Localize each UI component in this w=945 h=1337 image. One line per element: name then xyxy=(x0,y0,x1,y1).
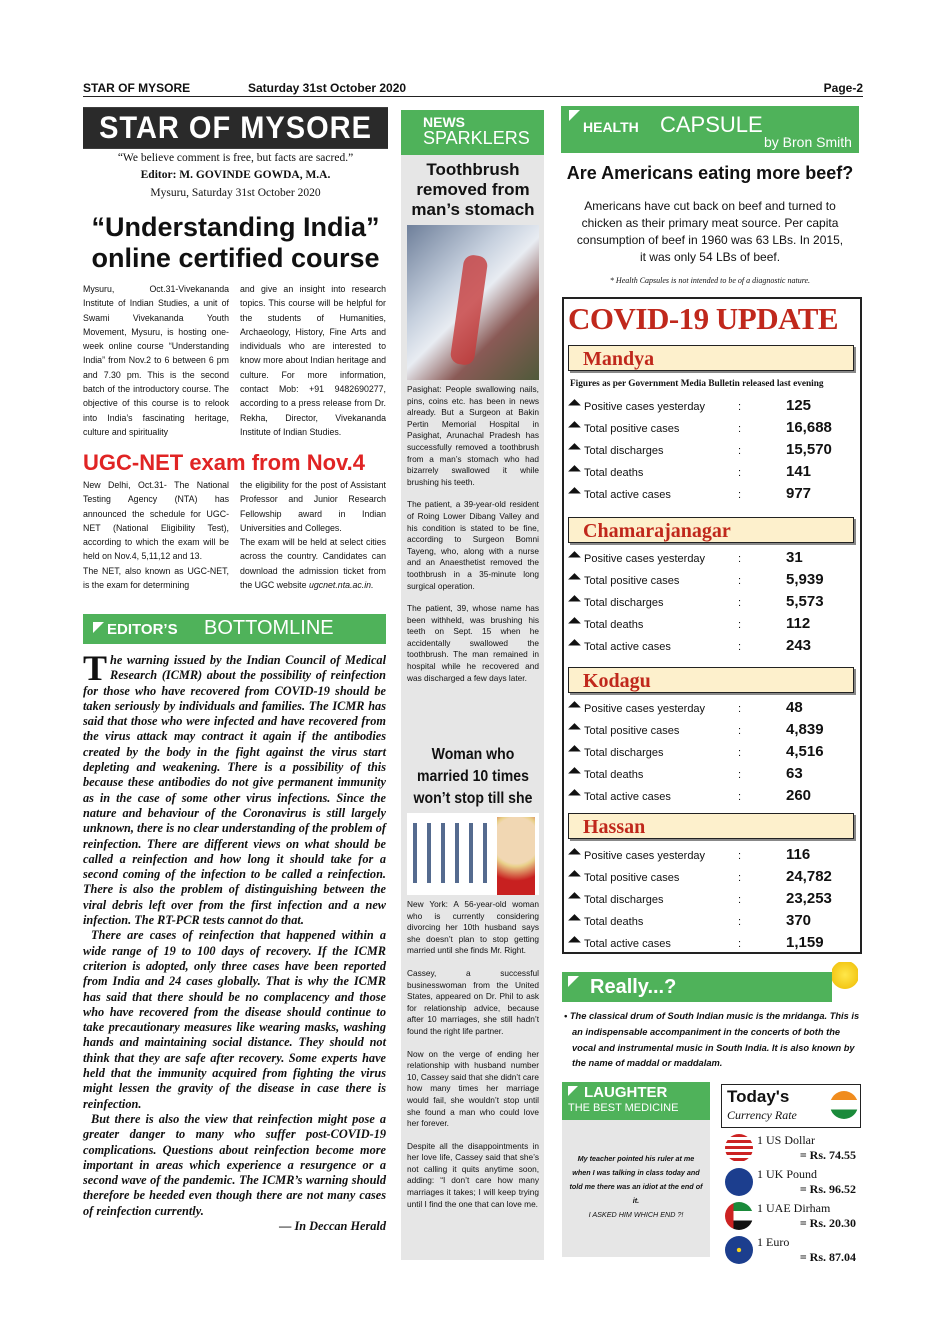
lightbulb-icon xyxy=(832,962,858,994)
health-byline: by Bron Smith xyxy=(764,134,852,150)
couples-illustration xyxy=(413,823,493,883)
editor-credit: Editor: M. GOVINDE GOWDA, M.A. xyxy=(140,168,331,181)
stat-label: Total discharges xyxy=(584,445,664,457)
district-name: Hassan xyxy=(583,816,646,838)
bullet-triangle-icon xyxy=(568,421,581,434)
stat-value: 243 xyxy=(786,637,812,654)
bullet-triangle-icon xyxy=(568,745,581,758)
news1-p3: The patient, 39, whose name has been withheld, was brushing his teeth on Sept. 15 when he accidentally swallowed the toothbrush. The man remained in hospital while he recovered and was discharged a few days later. xyxy=(407,603,539,683)
stat-colon: : xyxy=(738,791,742,803)
stat-label: Total discharges xyxy=(584,747,664,759)
really-title: Really...? xyxy=(590,976,677,998)
stat-value: 116 xyxy=(786,846,811,863)
stat-value: 977 xyxy=(786,485,812,502)
bullet-triangle-icon xyxy=(568,487,581,500)
news2-body xyxy=(407,899,539,1210)
editors-label: EDITOR’S xyxy=(107,621,178,638)
covid-row xyxy=(570,463,860,485)
stat-value: 31 xyxy=(786,549,803,566)
stat-label: Total deaths xyxy=(584,619,644,631)
dateline: Mysuru, Saturday 31st October 2020 xyxy=(150,187,321,199)
news1-p1: Pasighat: People swallowing nails, pins, coins etc. has been in news already. But a Surgeon at Bakin Pertin Memorial Hospital in Pasighat, Arunachal Pradesh has successfully removed a toothbrush from a man’s stomach who had bizarrely swallowed it while brushing his teeth. xyxy=(407,384,539,487)
toothbrush-shape xyxy=(449,254,488,366)
stat-colon: : xyxy=(738,850,742,862)
covid-update-box xyxy=(562,297,862,954)
stat-colon: : xyxy=(738,575,742,587)
currency-box xyxy=(721,1084,861,1264)
stat-value: 260 xyxy=(786,787,812,804)
stat-value: 1,159 xyxy=(786,934,824,951)
bullet-triangle-icon xyxy=(568,870,581,883)
bullet-triangle-icon xyxy=(568,936,581,949)
covid-row xyxy=(570,549,860,571)
stat-value: 48 xyxy=(786,699,803,716)
covid-row xyxy=(570,593,860,615)
currency-value: = Rs. 74.55 xyxy=(799,1148,856,1162)
stat-colon: : xyxy=(738,401,742,413)
laughter-banner xyxy=(562,1082,710,1120)
eu-flag-icon xyxy=(725,1236,753,1264)
stat-label: Positive cases yesterday xyxy=(584,401,706,413)
bullet-triangle-icon xyxy=(568,848,581,861)
stat-value: 370 xyxy=(786,912,812,929)
stat-value: 5,939 xyxy=(786,571,824,588)
covid-row xyxy=(570,912,860,934)
news1-headline: Toothbrush removed from man’s stomach xyxy=(411,160,535,219)
stat-label: Total deaths xyxy=(584,467,644,479)
bullet-triangle-icon xyxy=(568,595,581,608)
stat-colon: : xyxy=(738,619,742,631)
india-flag-icon xyxy=(830,1091,858,1119)
masthead-logo: STAR OF MYSORE xyxy=(83,107,388,149)
header-date: Saturday 31st October 2020 xyxy=(248,81,407,95)
stat-colon: : xyxy=(738,872,742,884)
bullet-triangle-icon xyxy=(568,701,581,714)
stat-value: 15,570 xyxy=(786,441,832,458)
covid-row xyxy=(570,934,860,956)
currency-name: 1 US Dollar xyxy=(757,1133,815,1147)
stat-value: 63 xyxy=(786,765,803,782)
story2-col2 xyxy=(240,478,386,592)
editors-bottomline-banner xyxy=(83,614,386,644)
header-page-number: Page-2 xyxy=(823,81,863,95)
stat-value: 23,253 xyxy=(786,890,832,907)
stat-label: Total active cases xyxy=(584,489,671,501)
editorial-p1: he warning issued by the Indian Council of Medical Research (ICMR) about the possibility of reinfection for those who have recovered from COVID-19 should be taken seriously by individuals and families. The ICMR has said that those who were infected and have recovered from the virus attack may contract it again if the antibodies created by the body in the fight against the virus start depleting and weakening. There is a possibility of this because these antibodies do not give permanent immunity as in the case of some other virus infections. Since the nature and behaviour of the Coronavirus is still largely unknown, there is no clear understanding of the problem of reinfection. There are different views on what should be called a reinfection and how long it should take for a second coming of the infection to be called a reinfection. There is also the problem of distinguishing between the viral debris left over from the first infection and a new infection. The RT-PCR tests cannot do that. xyxy=(83,653,386,928)
best-medicine-label: THE BEST MEDICINE xyxy=(568,1102,679,1114)
currency-subtitle: Currency Rate xyxy=(727,1108,797,1122)
motto: “We believe comment is free, but facts are sacred.” xyxy=(117,152,354,164)
story2-col1-p2: The NET, also known as UGC-NET, is the exam for determining xyxy=(83,565,229,591)
woman-portrait xyxy=(497,817,535,895)
stat-colon: : xyxy=(738,423,742,435)
news2-p4: Despite all the disappointments in her love life, Cassey said that she’s not calling it quits anytime soon, adding: “I don’t care how many marriages it takes; I will keep trying until I find the one that can love me. xyxy=(407,1140,539,1209)
currency-rate-row xyxy=(723,1200,856,1232)
covid-row xyxy=(570,419,860,441)
story1-headline xyxy=(83,212,388,274)
toothbrush-photo xyxy=(407,225,539,380)
covid-row xyxy=(570,637,860,659)
banner-triangle-icon xyxy=(569,110,580,121)
joke-punchline: I ASKED HIM WHICH END ?! xyxy=(588,1210,684,1219)
district-header-chamarajanagar xyxy=(568,517,854,543)
story1-col2: and give an insight into research topics. This course will be helpful for the students of Humanities, Archaeology, History, Fine Arts and individuals who are interested to know more about Indian heritage and culture. For more information, contact Mob: +91 9482690277, according to a press release from Dr. Rekha, Director, Vivekananda Institute of Indian Studies. xyxy=(240,284,386,437)
joke-text: My teacher pointed his ruler at me when I was talking in class today and told me there was an idiot at the end of it. xyxy=(569,1154,703,1205)
covid-row xyxy=(570,765,860,787)
uae-flag-icon xyxy=(725,1202,753,1230)
currency-title: Today's xyxy=(727,1087,790,1106)
stat-label: Total deaths xyxy=(584,769,644,781)
currency-value: = Rs. 96.52 xyxy=(799,1182,856,1196)
covid-row xyxy=(570,868,860,890)
dropcap: T xyxy=(83,648,108,688)
stat-value: 4,516 xyxy=(786,743,824,760)
currency-name: 1 Euro xyxy=(757,1235,790,1249)
stat-colon: : xyxy=(738,938,742,950)
stat-label: Positive cases yesterday xyxy=(584,850,706,862)
news-label: NEWS xyxy=(423,114,465,130)
bride-collage-photo xyxy=(407,813,539,895)
bullet-triangle-icon xyxy=(568,465,581,478)
bullet-triangle-icon xyxy=(568,892,581,905)
currency-rate-row xyxy=(723,1132,856,1164)
bullet-triangle-icon xyxy=(568,443,581,456)
stat-colon: : xyxy=(738,916,742,928)
bullet-triangle-icon xyxy=(568,617,581,630)
stat-value: 16,688 xyxy=(786,419,832,436)
covid-row xyxy=(570,485,860,507)
story2-col1-p1: New Delhi, Oct.31- The National Testing Agency (NTA) has announced the schedule for UGC-NET (National Eligibility Test), according to which the exam will be held on Nov.4, 5,11,12 and 13. xyxy=(83,480,229,562)
bullet-triangle-icon xyxy=(568,399,581,412)
stat-colon: : xyxy=(738,467,742,479)
stat-label: Total positive cases xyxy=(584,423,680,435)
stat-label: Total positive cases xyxy=(584,872,680,884)
stat-colon: : xyxy=(738,894,742,906)
covid-row xyxy=(570,787,860,809)
stat-colon: : xyxy=(738,641,742,653)
story2-col1 xyxy=(83,478,229,592)
covid-row xyxy=(570,721,860,743)
stat-colon: : xyxy=(738,553,742,565)
stat-colon: : xyxy=(738,725,742,737)
health-note: * Health Capsules is not intended to be of a diagnostic nature. xyxy=(609,276,811,285)
story2-col2-p1: the eligibility for the post of Assistant Professor and Junior Research Fellowship award in Indian Universities and Colleges. xyxy=(240,480,386,533)
stat-colon: : xyxy=(738,597,742,609)
stat-colon: : xyxy=(738,747,742,759)
editorial-p2: There are cases of reinfection that happened within a wide range of 19 to 100 days of recovery. If the ICMR criterion is adopted, only three cases have been reported from India and 24 cases globally. That is why the ICMR has said that there should be no complacency and those who have recovered from the disease should continue to take precautionary measures like wearing masks, washing hands and maintaining social distance. They should not think that they are safe after recovery. Some experts have held that the immunity acquired from fighting the virus might lessen the gravity of the disease in case there is reinfection. xyxy=(83,928,386,1111)
covid-row xyxy=(570,699,860,721)
health-capsule-banner xyxy=(561,106,859,153)
bullet-triangle-icon xyxy=(568,551,581,564)
currency-value: = Rs. 87.04 xyxy=(799,1250,856,1264)
bottomline-label: BOTTOMLINE xyxy=(204,617,334,639)
stat-label: Positive cases yesterday xyxy=(584,703,706,715)
district-name: Kodagu xyxy=(583,670,651,692)
news1-p2: The patient, a 39-year-old resident of Roing Lower Dibang Valley and his condition is stated to be fine, according to Surgeon Bomni Tayeng, who, along with a nurse and an Anaesthetist removed the toothbrush in a 35-minute long surgical operation. xyxy=(407,499,539,591)
news1-body xyxy=(407,384,539,684)
story2-col2-p2: The exam will be held at select cities across the country. Candidates can download the admission ticket from the UGC website xyxy=(240,537,386,591)
capsule-label: CAPSULE xyxy=(660,112,763,137)
stat-label: Total positive cases xyxy=(584,725,680,737)
stat-value: 4,839 xyxy=(786,721,824,738)
stat-label: Positive cases yesterday xyxy=(584,553,706,565)
news-sparklers-banner xyxy=(401,110,544,155)
banner-triangle-icon xyxy=(568,1086,578,1096)
story1-col1: Mysuru, Oct.31-Vivekananda Institute of Indian Studies, a unit of Swami Vivekananda Youth Movement, Mysuru, is hosting one-week online course “Understanding India” from Nov.2 to 6 between 6 pm and 7.30 pm. This is the second batch of the introductory course. The objective of this course is to relook into India’s fascinating heritage, culture and spirituality xyxy=(83,284,229,437)
currency-header xyxy=(721,1084,861,1128)
editorial-source: — In Deccan Herald xyxy=(279,1218,386,1233)
sparklers-label: SPARKLERS xyxy=(423,128,530,148)
bullet-triangle-icon xyxy=(568,639,581,652)
bullet-triangle-icon xyxy=(568,573,581,586)
really-body: • The classical drum of South Indian music is the mridanga. This is an indispensable accompaniment in the concerts of both the vocal and instrumental music in South India. It is also known by the name of maddal or maddalam. xyxy=(564,1011,860,1069)
health-label: HEALTH xyxy=(583,119,639,135)
district-header-kodagu xyxy=(568,667,854,693)
stat-colon: : xyxy=(738,769,742,781)
stat-label: Total active cases xyxy=(584,791,671,803)
covid-row xyxy=(570,615,860,637)
masthead-info xyxy=(83,150,388,202)
health-body: Americans have cut back on beef and turned to chicken as their primary meat source. Per capita consumption of beef in 1960 was 63 LBs. In 2015, it was only 54 LBs of beef. xyxy=(576,199,844,264)
stat-label: Total active cases xyxy=(584,641,671,653)
currency-rate-row xyxy=(723,1166,856,1198)
uk-flag-icon xyxy=(725,1168,753,1196)
stat-value: 5,573 xyxy=(786,593,824,610)
laughter-box xyxy=(562,1082,710,1257)
banner-triangle-icon xyxy=(568,976,579,987)
stat-label: Total positive cases xyxy=(584,575,680,587)
bullet-triangle-icon xyxy=(568,789,581,802)
stat-value: 141 xyxy=(786,463,812,480)
stat-label: Total discharges xyxy=(584,597,664,609)
story2-headline: UGC-NET exam from Nov.4 xyxy=(83,450,365,475)
editorial-p3: But there is also the view that reinfection might pose a greater danger to many who suffer post-COVID-19 complications. Questions about reinfection become more important in areas which experience a resurgence or a second wave of the pandemic. The ICMR’s warning should therefore be heeded even though there are not many cases of reinfection currently. xyxy=(83,1111,386,1218)
covid-row xyxy=(570,571,860,593)
bullet-triangle-icon xyxy=(568,914,581,927)
covid-row xyxy=(570,441,860,463)
news2-p3: Now on the verge of ending her relationship with husband number 10, Cassey said that she didn’t care how many times her marriage would fail, she wouldn’t stop until she found a man who could love her forever. xyxy=(407,1048,539,1129)
news2-p2: Cassey, a successful businesswoman from the United States, appeared on Dr. Phil to ask for relationship advice, because after 10 marriages, she still hadn’t found the right life partner. xyxy=(407,967,539,1036)
stat-value: 125 xyxy=(786,397,812,414)
editorial-body xyxy=(83,648,386,1234)
story1-title-line1: “Understanding India” xyxy=(91,212,380,242)
covid-row xyxy=(570,397,860,419)
banner-triangle-icon xyxy=(93,622,104,633)
district-header-hassan xyxy=(568,813,854,839)
page-header xyxy=(83,80,863,97)
currency-name: 1 UAE Dirham xyxy=(757,1201,831,1215)
stat-colon: : xyxy=(738,445,742,457)
laughter-label: LAUGHTER xyxy=(584,1084,668,1101)
district-name: Mandya xyxy=(583,348,655,370)
header-paper-name: STAR OF MYSORE xyxy=(83,81,191,95)
covid-row xyxy=(570,743,860,765)
stat-label: Total active cases xyxy=(584,938,671,950)
news2-p1: New York: A 56-year-old woman who is currently considering divorcing her 10th husband says she doesn’t plan to stop getting married until she finds Mr. Right. xyxy=(407,899,539,956)
stat-value: 112 xyxy=(786,615,811,632)
really-text: The classical drum of South Indian music is the mridanga. This is an indispensable accompaniment in the concerts of both the vocal and instrumental music in South India. It is also known by the name of maddal or maddalam. xyxy=(569,1011,860,1069)
currency-name: 1 UK Pound xyxy=(757,1167,818,1181)
covid-row xyxy=(570,846,860,868)
really-banner xyxy=(562,972,860,1002)
covid-title: COVID-19 UPDATE xyxy=(568,301,839,336)
bullet-triangle-icon xyxy=(568,723,581,736)
district-name: Chamarajanagar xyxy=(583,520,731,542)
story1-title-line2: online certified course xyxy=(91,243,380,273)
news2-headline: Woman who married 10 times won’t stop till she xyxy=(413,746,533,807)
district-header-mandya xyxy=(568,345,854,371)
stat-label: Total deaths xyxy=(584,916,644,928)
stat-label: Total discharges xyxy=(584,894,664,906)
covid-note: Figures as per Government Media Bulletin released last evening xyxy=(570,379,824,389)
currency-value: = Rs. 20.30 xyxy=(799,1216,856,1230)
health-title: Are Americans eating more beef? xyxy=(566,163,854,183)
us-flag-icon xyxy=(725,1134,753,1162)
covid-row xyxy=(570,890,860,912)
stat-colon: : xyxy=(738,703,742,715)
ugc-website: ugcnet.nta.ac.in. xyxy=(308,580,374,591)
currency-rate-row xyxy=(723,1234,856,1266)
stat-colon: : xyxy=(738,489,742,501)
bullet-triangle-icon xyxy=(568,767,581,780)
stat-value: 24,782 xyxy=(786,868,832,885)
